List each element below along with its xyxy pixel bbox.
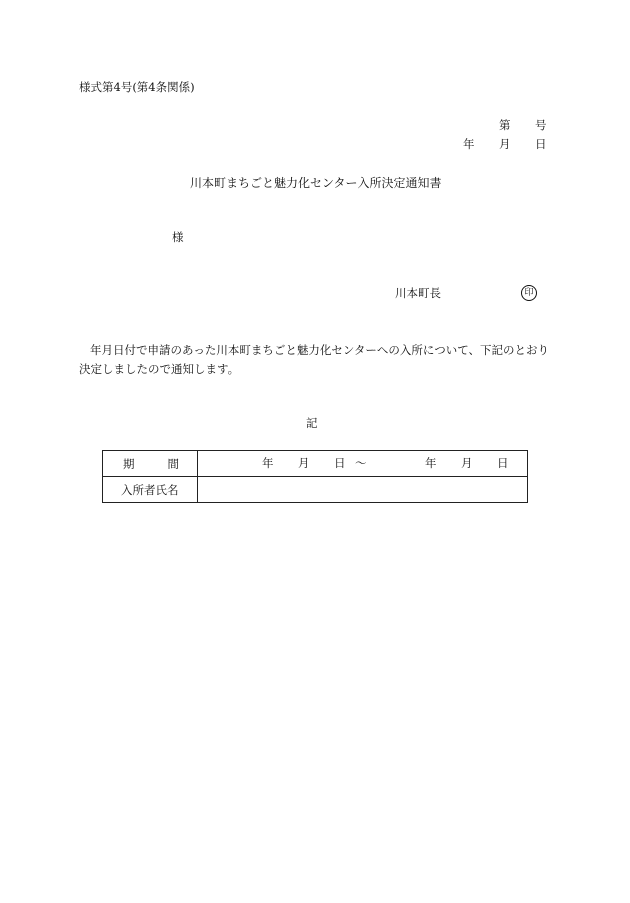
period-label-right: 間 bbox=[167, 456, 179, 471]
body-text: 年月日付で申請のあった川本町まちごと魅力化センターへの入所について、下記のとおり決定しましたので通知します。 bbox=[79, 343, 549, 376]
seal-icon: 印 bbox=[521, 285, 537, 301]
resident-label-cell bbox=[103, 477, 198, 503]
period-label-left: 期 bbox=[123, 456, 135, 471]
document-date-day: 日 bbox=[535, 137, 547, 151]
record-heading: 記 bbox=[306, 416, 318, 430]
document-date-year: 年 bbox=[463, 137, 475, 151]
document-title: 川本町まちごと魅力化センター入所決定通知書 bbox=[190, 176, 442, 190]
document-number-suffix: 号 bbox=[535, 118, 547, 132]
table-row bbox=[103, 477, 528, 503]
period-label-cell bbox=[103, 451, 198, 477]
sender-title: 川本町長 bbox=[395, 286, 441, 300]
period-end-month: 月 bbox=[461, 456, 473, 470]
form-number: 様式第4号(第4条関係) bbox=[79, 80, 195, 94]
resident-label: 入所者氏名 bbox=[121, 482, 179, 497]
period-start-year: 年 bbox=[262, 456, 274, 470]
period-separator: ～ bbox=[355, 456, 367, 470]
period-start-month: 月 bbox=[298, 456, 310, 470]
period-end-day: 日 bbox=[497, 456, 509, 470]
table-row bbox=[103, 451, 528, 477]
addressee-honorific: 様 bbox=[172, 230, 184, 244]
detail-table bbox=[102, 450, 528, 503]
period-end-year: 年 bbox=[425, 456, 437, 470]
document-date-month: 月 bbox=[499, 137, 511, 151]
period-start-day: 日 bbox=[334, 456, 346, 470]
period-value-cell bbox=[198, 451, 528, 477]
document-number-prefix: 第 bbox=[499, 118, 511, 132]
resident-name-cell bbox=[198, 477, 528, 503]
